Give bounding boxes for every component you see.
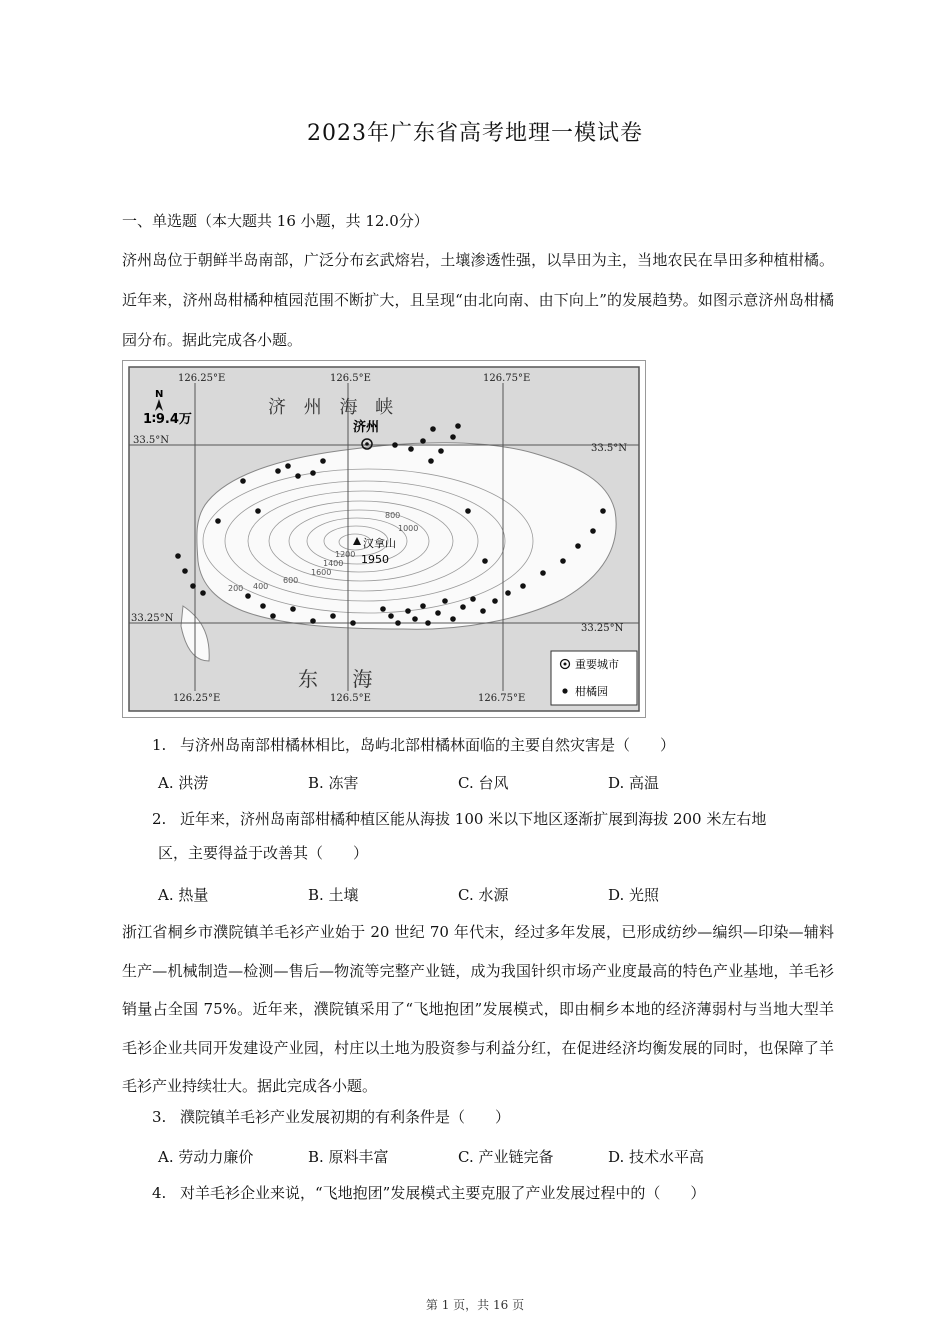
question-4 (152, 1182, 705, 1203)
legend-city-label: 重要城市 (575, 658, 619, 671)
question-number: 3. (152, 1108, 167, 1126)
lon-label-top: 126.75°E (483, 373, 531, 384)
contour-label: 800 (385, 511, 401, 520)
option-d[interactable]: D. 技术水平高 (608, 1148, 705, 1166)
contour-label: 600 (283, 576, 299, 585)
section-heading: 一、单选题（本大题共 16 小题，共 12.0分） (122, 212, 429, 230)
question-text: 濮院镇羊毛衫产业发展初期的有利条件是（ ） (180, 1108, 511, 1126)
question-number: 4. (152, 1184, 167, 1202)
question-text: 近年来，济州岛南部柑橘种植区能从海拔 100 米以下地区逐渐扩展到海拔 200 米左右地 (180, 810, 767, 828)
option-a[interactable]: A. 热量 (158, 886, 209, 904)
option-c[interactable]: C. 台风 (458, 774, 509, 792)
lon-label-bottom: 126.5°E (330, 693, 371, 704)
question-3-options (158, 1146, 758, 1167)
option-d[interactable]: D. 光照 (608, 886, 660, 904)
question-number: 2. (152, 810, 167, 828)
passage-jeju: 济州岛位于朝鲜半岛南部，广泛分布玄武熔岩，土壤渗透性强，以旱田为主，当地农民在旱田多种植柑橘。近年来，济州岛柑橘种植园范围不断扩大，且呈现“由北向南、由下向上”的发展趋势。如图示意济州岛柑橘园分布。据此完成各小题。 (122, 251, 834, 349)
question-text: 与济州岛南部柑橘林相比，岛屿北部柑橘林面临的主要自然灾害是（ ） (180, 736, 676, 754)
option-c[interactable]: C. 水源 (458, 886, 509, 904)
legend-orchard-label: 柑橘园 (575, 685, 608, 698)
option-b[interactable]: B. 原料丰富 (308, 1148, 389, 1166)
sea-name-south: 东 海 (298, 667, 387, 691)
question-2-options (158, 884, 758, 905)
lat-label-right: 33.25°N (581, 623, 624, 634)
lon-label-top: 126.25°E (178, 373, 226, 384)
lat-label-left: 33.5°N (133, 435, 170, 446)
question-2 (152, 808, 766, 829)
contour-label: 200 (228, 584, 244, 593)
question-number: 1. (152, 736, 167, 754)
north-label: N (155, 389, 164, 400)
lon-label-bottom: 126.25°E (173, 693, 221, 704)
city-label: 济州 (353, 420, 380, 435)
page-footer: 第 1 页，共 16 页 (425, 1298, 525, 1312)
jeju-orchard-map (122, 360, 646, 718)
contour-label: 400 (253, 582, 269, 591)
option-a[interactable]: A. 洪涝 (158, 774, 209, 792)
option-b[interactable]: B. 冻害 (308, 774, 359, 792)
map-legend (551, 651, 637, 705)
option-a[interactable]: A. 劳动力廉价 (158, 1148, 254, 1166)
question-1-options (158, 772, 758, 793)
contour-label: 1200 (335, 550, 356, 559)
lat-label-left: 33.25°N (131, 613, 174, 624)
peak-name: 汉拿山 (363, 537, 396, 550)
question-3 (152, 1106, 510, 1127)
lon-label-bottom: 126.75°E (478, 693, 526, 704)
option-d[interactable]: D. 高温 (608, 774, 660, 792)
lat-label-right: 33.5°N (591, 443, 628, 454)
question-text: 对羊毛衫企业来说，“飞地抱团”发展模式主要克服了产业发展过程中的（ ） (180, 1184, 706, 1202)
contour-label: 1400 (323, 559, 344, 568)
legend-orchard-icon (562, 688, 567, 693)
question-2-continued: 区，主要得益于改善其（ ） (158, 844, 369, 862)
page-title: 2023年广东省高考地理一模试卷 (307, 121, 643, 146)
passage-puyuan: 浙江省桐乡市濮院镇羊毛衫产业始于 20 世纪 70 年代末，经过多年发展，已形成纺纱—编织—印染—辅料生产—机械制造—检测—售后—物流等完整产业链，成为我国针织市场产业度最高的特色产业基地，羊毛衫销量占全国 75%。近年来，濮院镇采用了“飞地抱团”发展模式，即由桐乡本地的经济薄弱村与当地大型羊毛衫企业共同开发建设产业园，村庄以土地为股资参与利益分红，在促进经济均衡发展的同时，也保障了羊毛衫产业持续壮大。据此完成各小题。 (122, 923, 834, 1095)
contour-label: 1000 (398, 524, 419, 533)
option-b[interactable]: B. 土壤 (308, 886, 359, 904)
sea-name-north: 济 州 海 峡 (268, 397, 400, 418)
contour-label: 1600 (311, 568, 332, 577)
peak-height: 1950 (361, 553, 389, 566)
map-scale: 1∶9.4万 (143, 412, 192, 427)
option-c[interactable]: C. 产业链完备 (458, 1148, 554, 1166)
lon-label-top: 126.5°E (330, 373, 371, 384)
question-1 (152, 734, 675, 755)
map-svg (123, 361, 645, 717)
